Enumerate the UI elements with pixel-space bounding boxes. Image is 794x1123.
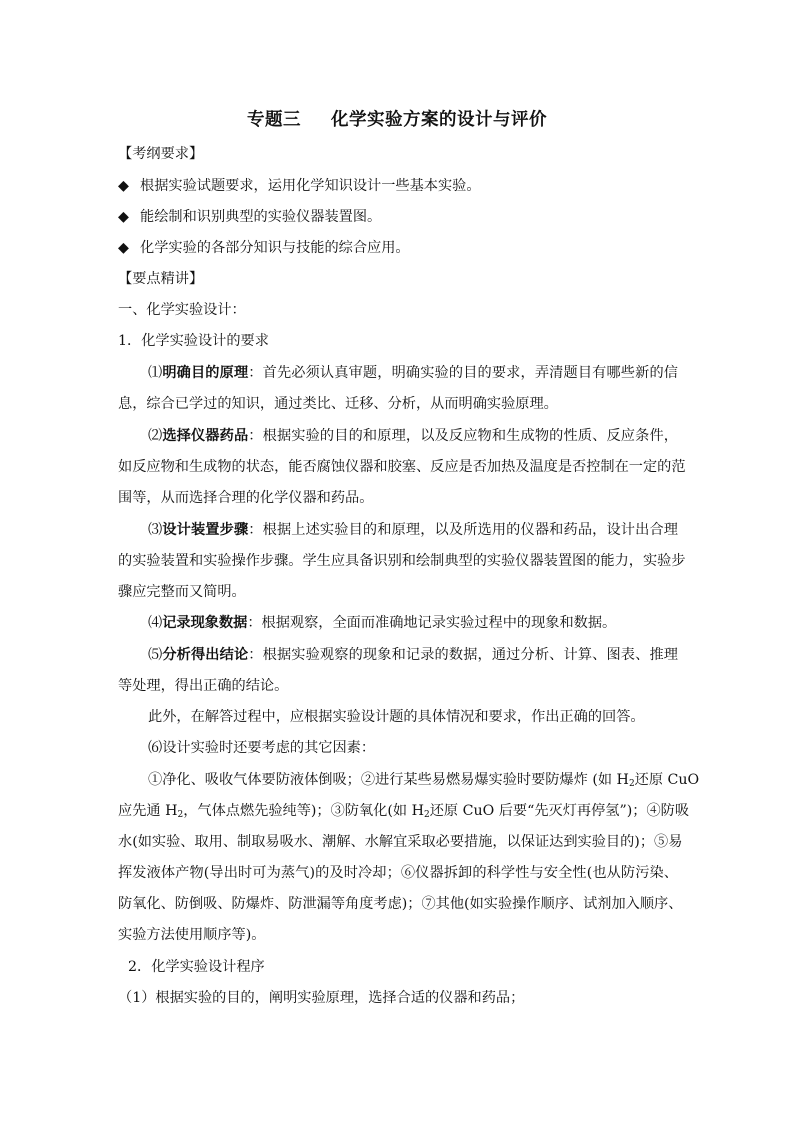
bullet-item: ◆ 能绘制和识别典型的实验仪器装置图。 [118,206,678,228]
heading-1-1: 1．化学实验设计的要求 [118,333,269,349]
diamond-bullet-icon: ◆ [118,209,129,225]
factors-line-6: 实验方法使用顺序等)。 [118,927,266,943]
heading-1-2: 2．化学实验设计程序 [128,959,265,975]
item-5-line-2: 等处理，得出正确的结论。 [118,678,289,694]
diamond-bullet-icon: ◆ [118,178,129,194]
item-2-line-2: 如反应物和生成物的状态，能否腐蚀仪器和胶塞、反应是否加热及温度是否控制在一定的范 [118,459,686,475]
factors-line-4: 挥发液体产物(导出时可为蒸气)的及时冷却；⑥仪器拆卸的科学性与安全性(也从防污染、 [118,865,678,881]
section-kaogang: 【考纲要求】 [118,146,204,162]
item-3-line-1: ⑶设计装置步骤：根据上述实验目的和原理，以及所选用的仪器和药品，设计出合理 [148,522,678,538]
factors-line-1: ①净化、吸收气体要防液体倒吸；②进行某些易燃易爆实验时要防爆炸 (如 $H_2$还原 CuO [148,772,700,789]
item-2-line-3: 围等，从而选择合理的化学仪器和药品。 [118,490,374,506]
item-2-line-1: ⑵选择仪器药品：根据实验的目的和原理，以及反应物和生成物的性质、反应条件， [148,428,678,444]
title-part1: 专题三 [247,110,301,130]
bullet-item: ◆ 根据实验试题要求，运用化学知识设计一些基本实验。 [118,175,678,197]
item-6: ⑹设计实验时还要考虑的其它因素： [148,740,376,756]
factors-line-2: 应先通 $H_2$，气体点燃先验纯等)；③防氧化(如 $H_2$还原 CuO 后要“先灭灯再停氢”)；④防吸 [118,803,690,820]
item-3-line-2: 的实验装置和实验操作步骤。学生应具备识别和绘制典型的实验仪器装置图的能力，实验步 [118,553,686,569]
item-3-line-3: 骤应完整而又简明。 [118,584,246,600]
factors-line-5: 防氧化、防倒吸、防爆炸、防泄漏等角度考虑)；⑦其他(如实验操作顺序、试剂加入顺序、 [118,896,683,912]
step-1: （1）根据实验的目的，阐明实验原理，选择合适的仪器和药品； [118,990,525,1006]
item-5-line-1: ⑸分析得出结论：根据实验观察的现象和记录的数据，通过分析、计算、图表、推理 [148,647,678,663]
title-part2: 化学实验方案的设计与评价 [331,110,547,130]
diamond-bullet-icon: ◆ [118,240,129,256]
extra-note: 此外，在解答过程中，应根据实验设计题的具体情况和要求，作出正确的回答。 [148,709,645,725]
factors-line-3: 水(如实验、取用、制取易吸水、潮解、水解宜采取必要措施，以保证达到实验目的)；⑤易 [118,834,683,850]
heading-1: 一、化学实验设计： [118,302,246,318]
page-title [0,106,794,131]
item-1-line-2: 息，综合已学过的知识，通过类比、迁移、分析，从而明确实验原理。 [118,396,558,412]
item-4-line-1: ⑷记录现象数据：根据观察，全面而准确地记录实验过程中的现象和数据。 [148,615,617,631]
item-1-line-1: ⑴明确目的原理：首先必须认真审题，明确实验的目的要求，弄清题目有哪些新的信 [148,365,678,381]
section-yaodian: 【要点精讲】 [118,271,204,287]
bullet-item: ◆ 化学实验的各部分知识与技能的综合应用。 [118,237,678,259]
